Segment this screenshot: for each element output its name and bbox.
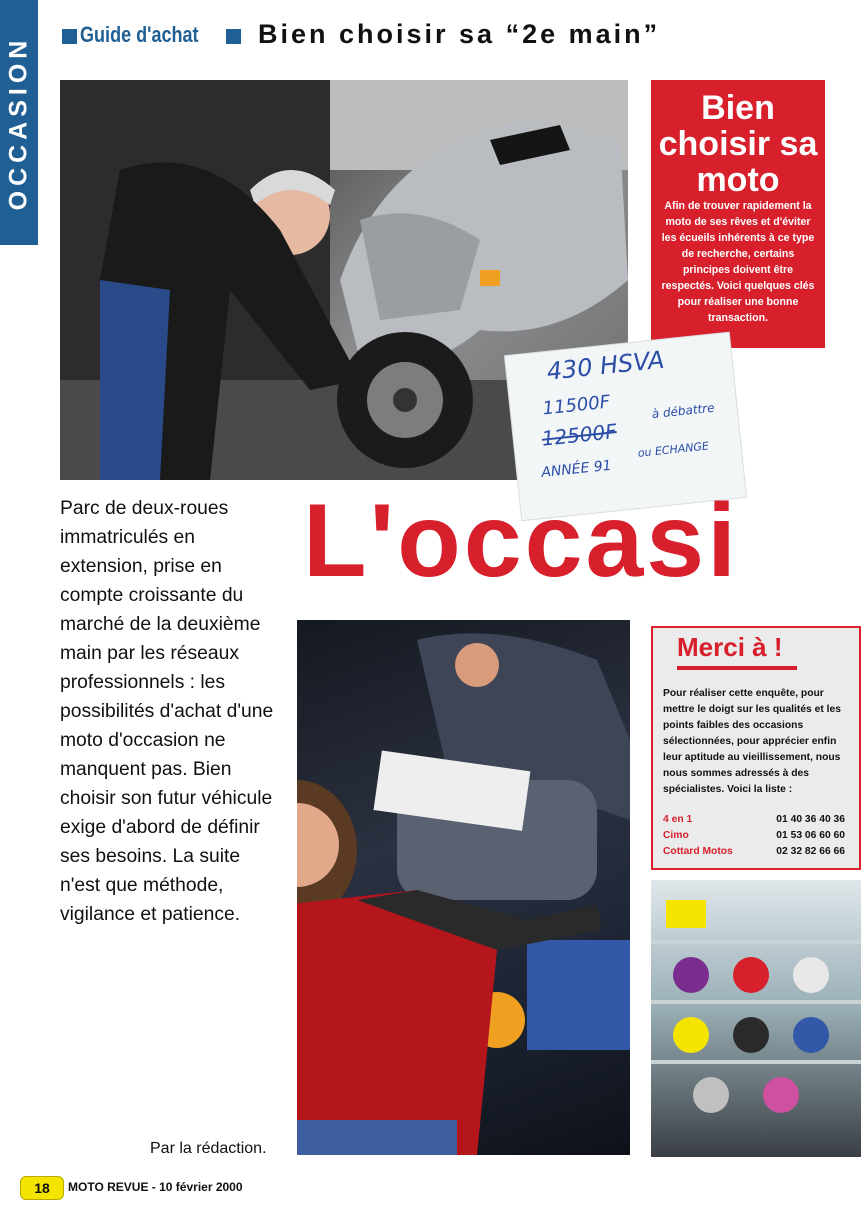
- thanks-text: Pour réaliser cette enquête, pour mettre le doigt sur les qualités et les points faibles des occasions sélectionnées, pour apprécier enfin leur aptitude au vieillissement, nous nous sommes adressés à des spécialistes. Voici la liste :: [663, 688, 841, 795]
- price-tag-model: 430 HSVA: [545, 345, 666, 386]
- contact-phone: 01 40 36 40 36: [776, 814, 845, 825]
- intro-box: [651, 80, 825, 348]
- price-tag-exchange: ou ECHANGE: [637, 439, 710, 460]
- publication-info: MOTO REVUE - 10 février 2000: [68, 1180, 243, 1194]
- contact-row: [663, 814, 853, 830]
- page-title: Bien choisir sa “2e main”: [258, 19, 661, 49]
- headline-word: L'occasi: [303, 483, 740, 599]
- contact-name: 4 en 1: [663, 814, 693, 825]
- price-tag-negotiable: à débattre: [651, 400, 716, 422]
- section-tab-label: OCCASION: [4, 35, 33, 210]
- intro-paragraph: Parc de deux-roues immatriculés en extension, prise en compte croissante du marché de la deuxième main par les réseaux professionnels : les possibilités d'achat d'une moto d'occasion ne manquent pas. Bien choisir son futur véhicule exige d'abord de définir ses besoins. La suite n'est que méthode, vigilance et patience.: [60, 498, 274, 925]
- contact-row: [663, 846, 853, 862]
- helmet-shelves-illustration: [651, 880, 861, 1157]
- byline: Par la rédaction.: [150, 1140, 267, 1157]
- thanks-underline: [677, 666, 797, 670]
- contact-phone: 01 53 06 60 60: [776, 830, 845, 841]
- price-tag-year: ANNÉE 91: [540, 457, 613, 482]
- price-tag-new-price: 11500F: [541, 391, 612, 420]
- motorcycle-woman-illustration: [297, 620, 630, 1155]
- section-tab: [0, 0, 38, 245]
- header-square-left: [62, 29, 77, 44]
- header-square-right: [226, 29, 241, 44]
- helmet-shop-photo: [651, 880, 861, 1157]
- thanks-box: [651, 626, 861, 870]
- contact-name: Cimo: [663, 830, 689, 841]
- price-tag-old-price: 12500F: [540, 419, 618, 451]
- page-number: 18: [20, 1176, 64, 1200]
- contact-name: Cottard Motos: [663, 846, 733, 857]
- woman-in-racing-jacket-photo: [297, 620, 630, 1155]
- contact-phone: 02 32 82 66 66: [776, 846, 845, 857]
- header-kicker: Guide d'achat: [80, 22, 199, 47]
- contact-row: [663, 830, 853, 846]
- intro-box-title: Bien choisir sa moto: [658, 89, 818, 199]
- thanks-title: Merci à !: [677, 632, 783, 662]
- intro-box-text: Afin de trouver rapidement la moto de ses rêves et d'éviter les écueils inhérents à ce type de recherche, certains principes doivent être respectés. Voici quelques clés pour réaliser une bonne transaction.: [661, 200, 815, 324]
